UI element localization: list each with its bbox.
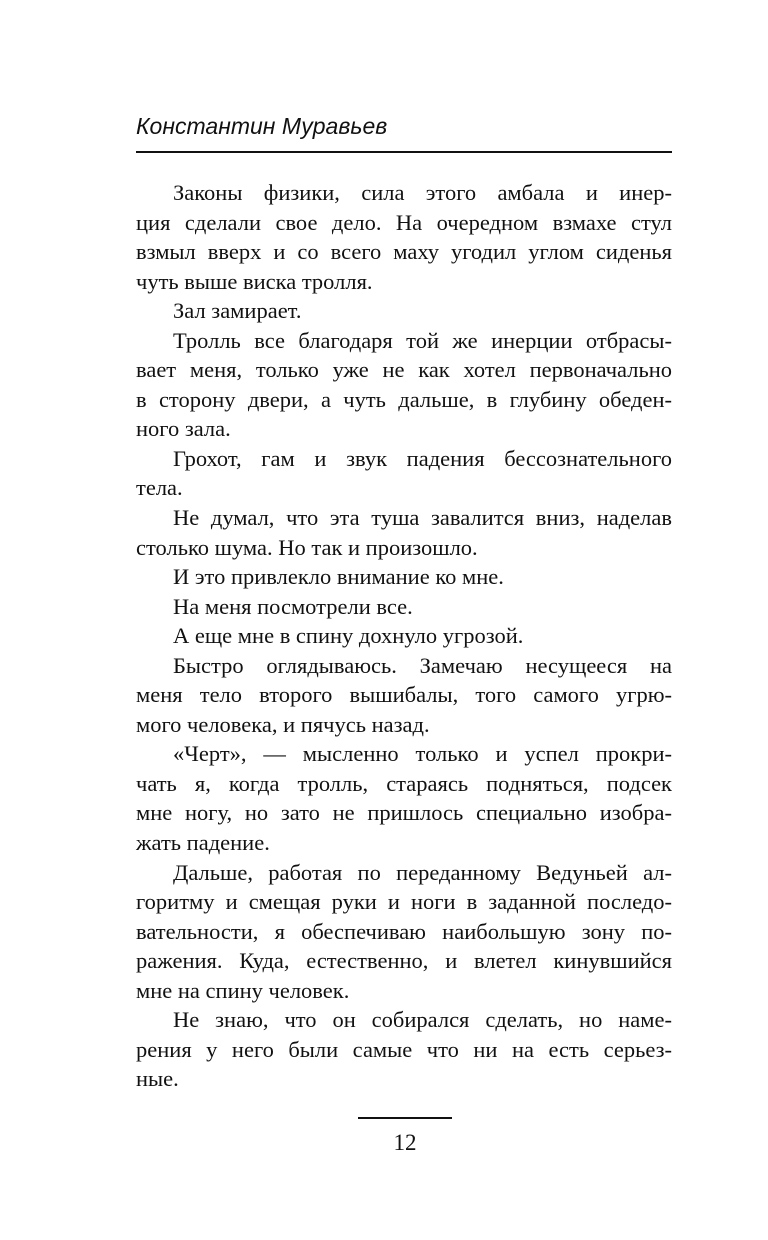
text-line: Не думал, что эта туша завалится вниз, наделав [173,505,672,531]
text-line: вательности, я обеспечиваю наибольшую зону по- [136,918,672,944]
text-line: ция сделали свое дело. На очередном взмахе стул [136,209,672,235]
text-line: ного зала. [136,416,231,442]
text-line: вает меня, только уже не как хотел первоначально [136,357,672,383]
running-head-author: Константин Муравьев [136,113,388,139]
text-line: мого человека, и пячусь назад. [136,711,430,737]
text-line: в сторону двери, а чуть дальше, в глубину обеден- [136,386,672,412]
text-line: тела. [136,475,183,501]
footer-rule [358,1117,452,1119]
text-line: Грохот, гам и звук падения бессознательного [173,445,672,471]
body-text [136,178,672,1094]
header-rule [136,151,672,153]
text-line: чуть выше виска тролля. [136,268,373,294]
text-line: жать падение. [136,830,270,856]
text-line: Дальше, работая по переданному Ведуньей ал- [173,859,672,885]
text-line: И это привлекло внимание ко мне. [173,564,504,590]
text-line: ражения. Куда, естественно, и влетел кинувшийся [136,948,672,974]
text-line: Быстро оглядываюсь. Замечаю несущееся на [173,652,672,678]
text-line: Законы физики, сила этого амбала и инер- [173,180,672,205]
text-line: чать я, когда тролль, стараясь подняться, подсек [136,770,672,796]
text-line: взмыл вверх и со всего маху угодил углом сиденья [136,239,672,265]
text-line: рения у него были самые что ни на есть серьез- [136,1036,672,1062]
text-line: ные. [136,1066,179,1092]
text-line: горитму и смещая руки и ноги в заданной последо- [136,889,672,915]
text-line: Не знаю, что он собирался сделать, но наме- [173,1007,672,1033]
text-line: А еще мне в спину дохнуло угрозой. [173,623,524,649]
text-line: мне ногу, но зато не пришлось специально изобра- [136,800,672,826]
text-line: столько шума. Но так и произошло. [136,534,478,560]
text-line: На меня посмотрели все. [173,593,413,619]
text-line: мне на спину человек. [136,977,350,1003]
text-line: Тролль все благодаря той же инерции отбрасы- [173,327,672,353]
text-line: «Черт», — мысленно только и успел прокри- [173,741,672,767]
text-line: Зал замирает. [173,298,302,324]
page-number: 12 [393,1130,417,1155]
text-line: меня тело второго вышибалы, того самого угрю- [136,682,672,708]
